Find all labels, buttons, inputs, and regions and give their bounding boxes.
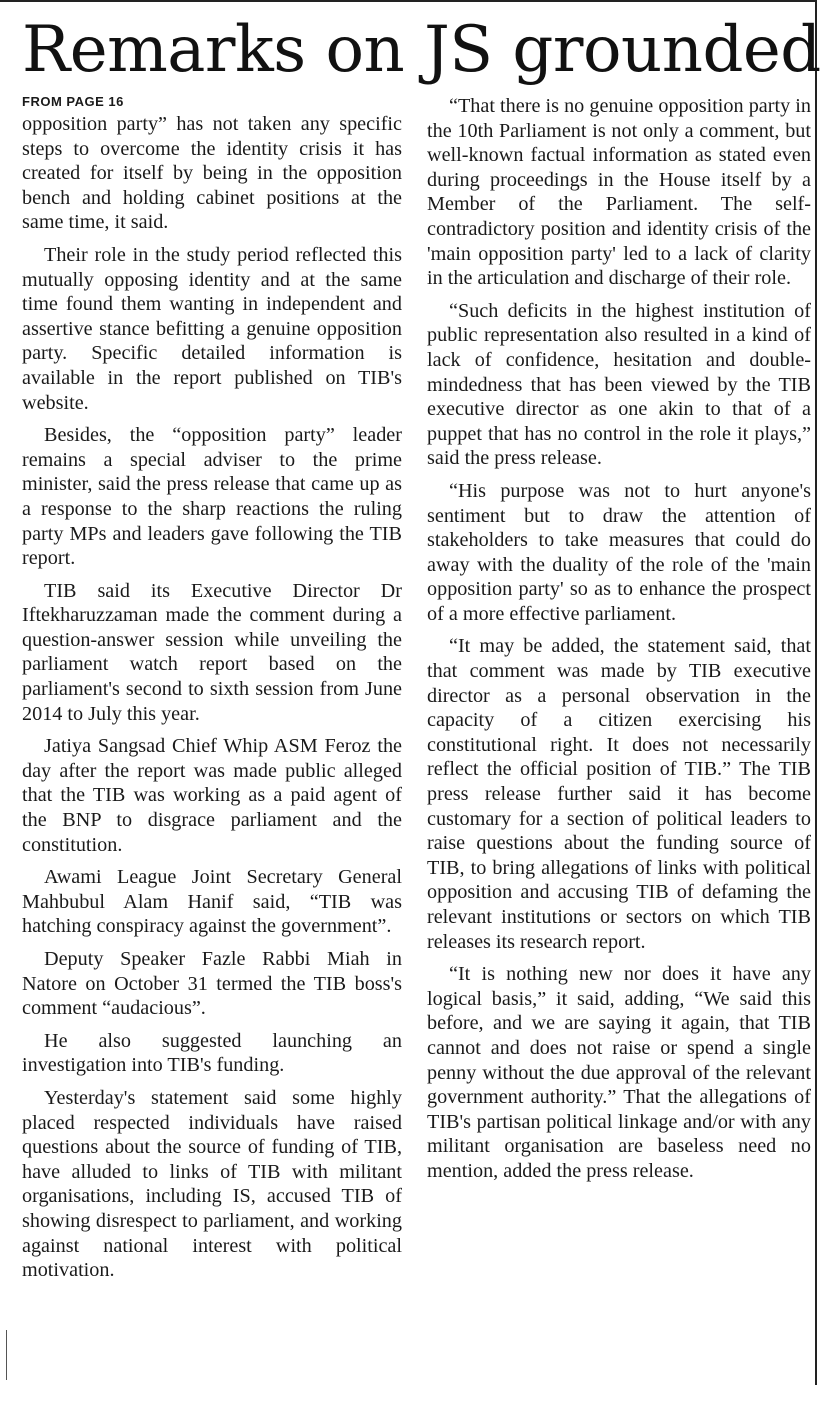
article-column-right [427,94,811,1192]
paragraph: Besides, the “opposition party” leader remains a special adviser to the prime minister, said the press release that came up as a response to the sharp reactions the ruling party MPs and leaders gave following the TIB report. [22,424,402,570]
paragraph: Jatiya Sangsad Chief Whip ASM Feroz the day after the report was made public alleged that the TIB was working as a paid agent of the BNP to disgrace parliament and the constitution. [22,735,402,856]
top-border-rule [0,0,815,2]
paragraph: “It is nothing new nor does it have any logical basis,” it said, adding, “We said this before, and we are saying it again, that TIB cannot and does not raise or spend a single penny without the due approval of the relevant government authority.” That the allegations of TIB's partisan political linkage and/or with any militant organisation are baseless need no mention, added the press release. [427,963,811,1182]
paragraph: “That there is no genuine opposition party in the 10th Parliament is not only a comment, but well-known factual information as stated even during proceedings in the House itself by a Member of the Parliament. The self-contradictory position and identity crisis of the 'main opposition party' led to a lack of clarity in the articulation and discharge of their role. [427,95,811,290]
article-column-left [22,94,402,1291]
paragraph: He also suggested launching an investigation into TIB's funding. [22,1029,402,1077]
left-edge-rule [6,1330,7,1380]
paragraph: Their role in the study period reflected this mutually opposing identity and at the same time found them wanting in independent and assertive stance befitting a genuine opposition party. Specific detailed information is available in the report published on TIB's website. [22,243,402,414]
paragraph: Yesterday's statement said some highly placed respected individuals have raised questions about the source of funding of TIB, have alluded to links of TIB with militant organisations, including IS, accused TIB of showing disrespect to parliament, and working against national interest with political motivation. [22,1086,402,1282]
paragraph: “It may be added, the statement said, that that comment was made by TIB executive director as a personal observation in the capacity of a citizen exercising his constitutional right. It does not necessarily reflect the official position of TIB.” The TIB press release further said it has become customary for a section of political leaders to raise questions about the funding source of TIB, to bring allegations of links with political opposition and accusing TIB of defaming the relevant institutions or sectors on which TIB releases its research report. [427,635,811,953]
paragraph: Awami League Joint Secretary General Mahbubul Alam Hanif said, “TIB was hatching conspiracy against the government”. [22,866,402,938]
paragraph: opposition party” has not taken any specific steps to overcome the identity crisis it has created for itself by being in the opposition bench and holding cabinet positions at the same time, it said. [22,113,402,234]
right-border-rule [815,0,817,1385]
paragraph: TIB said its Executive Director Dr Iftekharuzzaman made the comment during a question-answer session while unveiling the parliament watch report based on the parliament's second to sixth session from June 2014 to July this year. [22,579,402,725]
paragraph: Deputy Speaker Fazle Rabbi Miah in Natore on October 31 termed the TIB boss's comment “audacious”. [22,948,402,1020]
paragraph: “His purpose was not to hurt anyone's sentiment but to draw the attention of stakeholders to take measures that could do away with the duality of the role of the 'main opposition party' so as to enhance the prospect of a more effective parliament. [427,479,811,625]
continuation-kicker: FROM PAGE 16 [22,94,124,109]
headline: Remarks on JS grounded [22,13,821,87]
paragraph: “Such deficits in the highest institution of public representation also resulted in a kind of lack of confidence, hesitation and double-mindedness that has been viewed by the TIB executive director as one akin to that of a puppet that has no control in the role it plays,” said the press release. [427,299,811,470]
